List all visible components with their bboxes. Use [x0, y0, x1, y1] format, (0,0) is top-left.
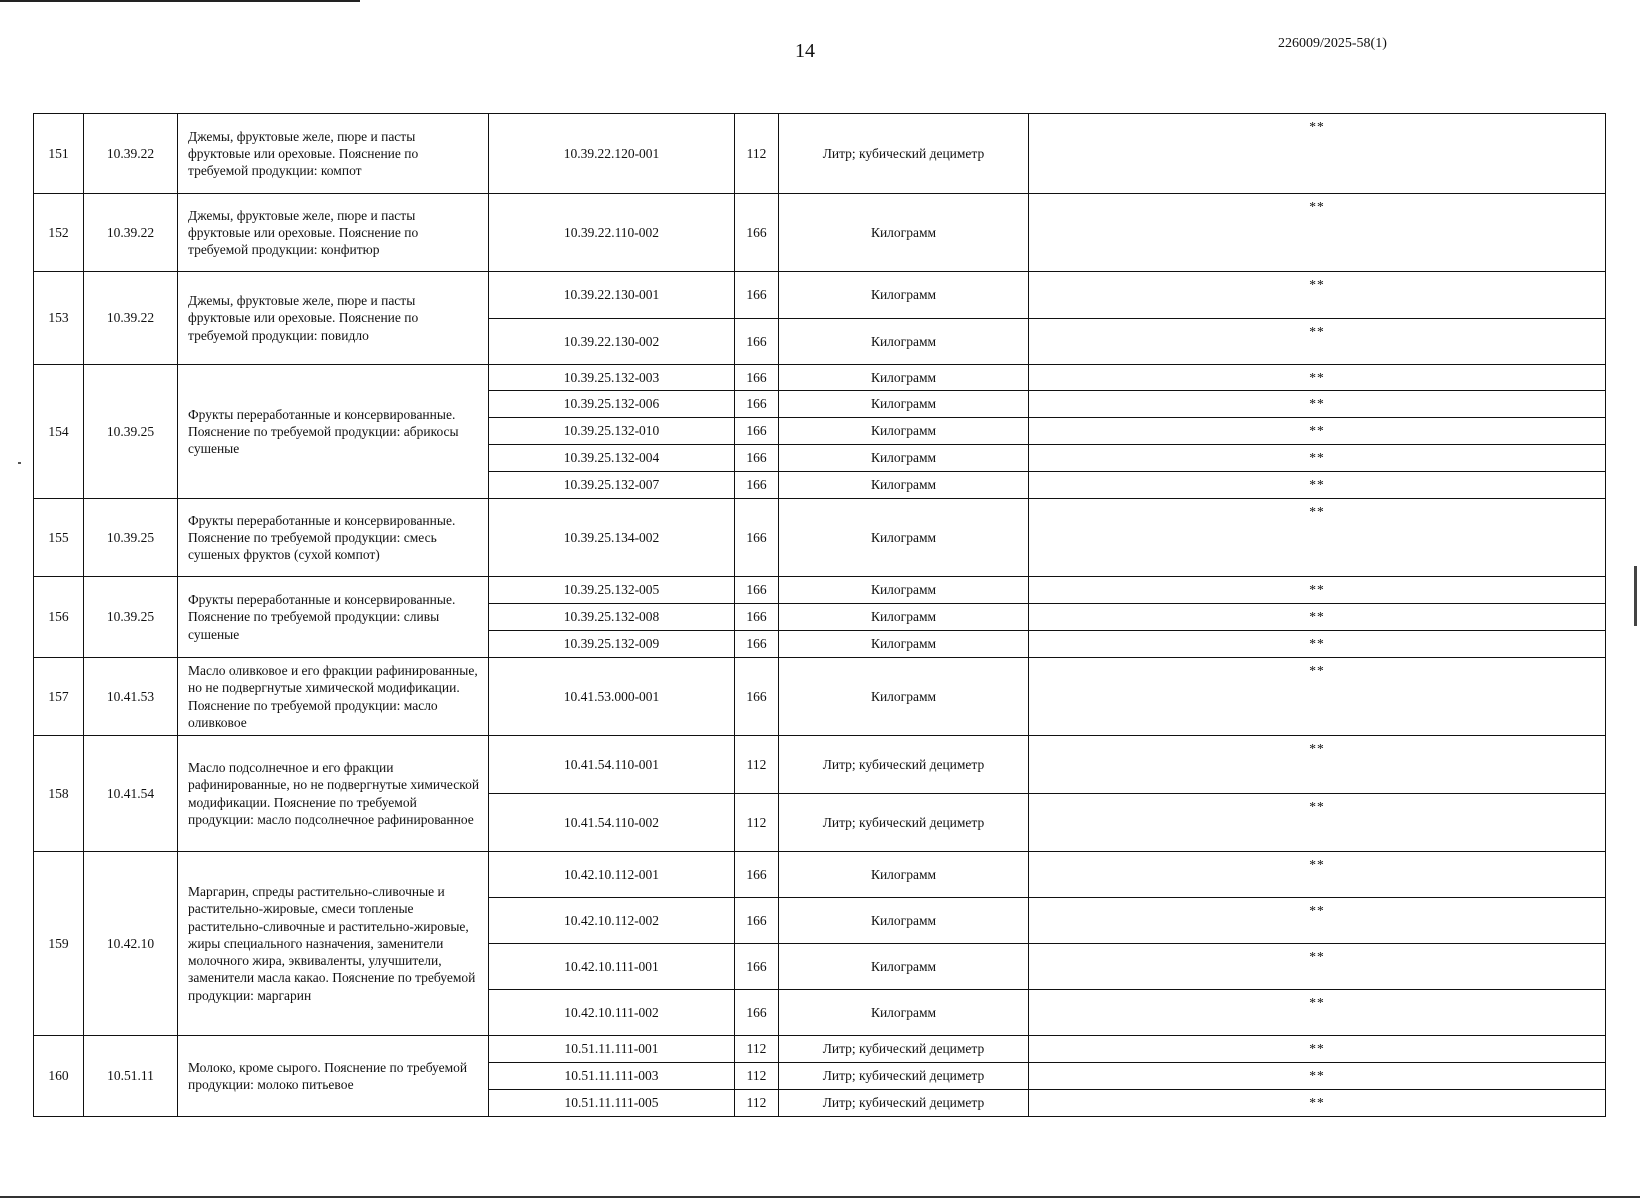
okei-code-cell: 112 — [735, 736, 779, 794]
note-cell: ** — [1029, 1036, 1606, 1063]
note-cell: ** — [1029, 604, 1606, 631]
row-number-cell: 156 — [34, 577, 84, 658]
unit-cell: Литр; кубический дециметр — [779, 1036, 1029, 1063]
ktru-code-cell: 10.39.22.130-001 — [489, 272, 735, 319]
unit-cell: Килограмм — [779, 365, 1029, 391]
unit-cell: Килограмм — [779, 319, 1029, 365]
scan-edge-line — [0, 0, 360, 2]
description-cell: Джемы, фруктовые желе, пюре и пасты фруктовые или ореховые. Пояснение по требуемой продукции: конфитюр — [178, 194, 489, 272]
unit-cell: Килограмм — [779, 194, 1029, 272]
okei-code-cell: 112 — [735, 114, 779, 194]
okei-code-cell: 166 — [735, 852, 779, 898]
ktru-code-cell: 10.39.22.130-002 — [489, 319, 735, 365]
unit-cell: Литр; кубический дециметр — [779, 114, 1029, 194]
note-cell: ** — [1029, 114, 1606, 194]
row-number-cell: 154 — [34, 365, 84, 499]
okei-code-cell: 112 — [735, 1063, 779, 1090]
note-cell: ** — [1029, 631, 1606, 658]
description-cell: Джемы, фруктовые желе, пюре и пасты фруктовые или ореховые. Пояснение по требуемой продукции: компот — [178, 114, 489, 194]
ktru-code-cell: 10.51.11.111-005 — [489, 1090, 735, 1117]
note-cell: ** — [1029, 1090, 1606, 1117]
description-cell: Масло оливковое и его фракции рафинированные, но не подвергнутые химической модификации. Пояснение по требуемой продукции: масло оливковое — [178, 658, 489, 736]
description-cell: Молоко, кроме сырого. Пояснение по требуемой продукции: молоко питьевое — [178, 1036, 489, 1117]
okei-code-cell: 166 — [735, 194, 779, 272]
okei-code-cell: 166 — [735, 365, 779, 391]
table-row — [34, 499, 1606, 577]
note-cell: ** — [1029, 658, 1606, 736]
okpd-code-cell: 10.39.25 — [84, 499, 178, 577]
unit-cell: Килограмм — [779, 445, 1029, 472]
table-row — [34, 852, 1606, 898]
okpd-code-cell: 10.39.25 — [84, 577, 178, 658]
ktru-code-cell: 10.41.53.000-001 — [489, 658, 735, 736]
unit-cell: Килограмм — [779, 631, 1029, 658]
ktru-code-cell: 10.41.54.110-001 — [489, 736, 735, 794]
ktru-code-cell: 10.39.25.132-009 — [489, 631, 735, 658]
row-number-cell: 159 — [34, 852, 84, 1036]
description-cell: Фрукты переработанные и консервированные. Пояснение по требуемой продукции: смесь сушеных фруктов (сухой компот) — [178, 499, 489, 577]
note-cell: ** — [1029, 577, 1606, 604]
ktru-code-cell: 10.42.10.111-002 — [489, 990, 735, 1036]
okei-code-cell: 166 — [735, 577, 779, 604]
okei-code-cell: 112 — [735, 1036, 779, 1063]
okei-code-cell: 166 — [735, 944, 779, 990]
row-number-cell: 151 — [34, 114, 84, 194]
row-number-cell: 155 — [34, 499, 84, 577]
note-cell: ** — [1029, 319, 1606, 365]
unit-cell: Килограмм — [779, 944, 1029, 990]
okei-code-cell: 166 — [735, 272, 779, 319]
table-row — [34, 658, 1606, 736]
ktru-code-cell: 10.51.11.111-003 — [489, 1063, 735, 1090]
okei-code-cell: 166 — [735, 472, 779, 499]
note-cell: ** — [1029, 898, 1606, 944]
page-number: 14 — [795, 40, 815, 62]
okpd-code-cell: 10.41.54 — [84, 736, 178, 852]
ktru-code-cell: 10.39.25.132-005 — [489, 577, 735, 604]
scan-mark — [1634, 566, 1637, 626]
unit-cell: Килограмм — [779, 391, 1029, 418]
ktru-code-cell: 10.39.25.132-008 — [489, 604, 735, 631]
table-row — [34, 114, 1606, 194]
unit-cell: Килограмм — [779, 272, 1029, 319]
ktru-code-cell: 10.42.10.111-001 — [489, 944, 735, 990]
note-cell: ** — [1029, 391, 1606, 418]
table-row — [34, 272, 1606, 319]
unit-cell: Килограмм — [779, 852, 1029, 898]
description-cell: Масло подсолнечное и его фракции рафинированные, но не подвергнутые химической модификации. Пояснение по требуемой продукции: масло подсолнечное рафинированное — [178, 736, 489, 852]
okpd-code-cell: 10.39.25 — [84, 365, 178, 499]
ktru-code-cell: 10.51.11.111-001 — [489, 1036, 735, 1063]
note-cell: ** — [1029, 445, 1606, 472]
note-cell: ** — [1029, 736, 1606, 794]
ktru-code-cell: 10.39.25.132-007 — [489, 472, 735, 499]
row-number-cell: 157 — [34, 658, 84, 736]
note-cell: ** — [1029, 272, 1606, 319]
ktru-code-cell: 10.39.25.132-006 — [489, 391, 735, 418]
unit-cell: Килограмм — [779, 577, 1029, 604]
document-reference: 226009/2025-58(1) — [1278, 36, 1387, 51]
goods-table — [33, 113, 1606, 1117]
okei-code-cell: 166 — [735, 445, 779, 472]
ktru-code-cell: 10.39.25.132-004 — [489, 445, 735, 472]
unit-cell: Литр; кубический дециметр — [779, 736, 1029, 794]
note-cell: ** — [1029, 794, 1606, 852]
okpd-code-cell: 10.39.22 — [84, 194, 178, 272]
scan-edge-line — [0, 1196, 1640, 1198]
unit-cell: Килограмм — [779, 604, 1029, 631]
okei-code-cell: 166 — [735, 418, 779, 445]
description-cell: Джемы, фруктовые желе, пюре и пасты фруктовые или ореховые. Пояснение по требуемой продукции: повидло — [178, 272, 489, 365]
note-cell: ** — [1029, 1063, 1606, 1090]
description-cell: Фрукты переработанные и консервированные. Пояснение по требуемой продукции: сливы сушеные — [178, 577, 489, 658]
okei-code-cell: 166 — [735, 898, 779, 944]
note-cell: ** — [1029, 499, 1606, 577]
ktru-code-cell: 10.39.25.132-010 — [489, 418, 735, 445]
description-cell: Маргарин, спреды растительно-сливочные и растительно-жировые, смеси топленые растительно-сливочные и растительно-жировые, жиры специального назначения, заменители молочного жира, эквиваленты, улучшители, заменители масла какао. Пояснение по требуемой продукции: маргарин — [178, 852, 489, 1036]
okei-code-cell: 166 — [735, 658, 779, 736]
okei-code-cell: 112 — [735, 1090, 779, 1117]
ktru-code-cell: 10.42.10.112-001 — [489, 852, 735, 898]
note-cell: ** — [1029, 472, 1606, 499]
unit-cell: Литр; кубический дециметр — [779, 1063, 1029, 1090]
unit-cell: Килограмм — [779, 418, 1029, 445]
okpd-code-cell: 10.41.53 — [84, 658, 178, 736]
note-cell: ** — [1029, 418, 1606, 445]
ktru-code-cell: 10.39.25.134-002 — [489, 499, 735, 577]
note-cell: ** — [1029, 990, 1606, 1036]
note-cell: ** — [1029, 365, 1606, 391]
note-cell: ** — [1029, 944, 1606, 990]
row-number-cell: 153 — [34, 272, 84, 365]
scan-mark — [18, 462, 21, 464]
ktru-code-cell: 10.42.10.112-002 — [489, 898, 735, 944]
unit-cell: Килограмм — [779, 898, 1029, 944]
ktru-code-cell: 10.39.22.120-001 — [489, 114, 735, 194]
ktru-code-cell: 10.39.22.110-002 — [489, 194, 735, 272]
okpd-code-cell: 10.39.22 — [84, 114, 178, 194]
unit-cell: Литр; кубический дециметр — [779, 794, 1029, 852]
ktru-code-cell: 10.39.25.132-003 — [489, 365, 735, 391]
okei-code-cell: 166 — [735, 499, 779, 577]
table-row — [34, 194, 1606, 272]
description-cell: Фрукты переработанные и консервированные. Пояснение по требуемой продукции: абрикосы сушеные — [178, 365, 489, 499]
okei-code-cell: 166 — [735, 391, 779, 418]
table-row — [34, 736, 1606, 794]
table-body — [34, 114, 1606, 1117]
table-row — [34, 1036, 1606, 1063]
okei-code-cell: 166 — [735, 319, 779, 365]
unit-cell: Литр; кубический дециметр — [779, 1090, 1029, 1117]
unit-cell: Килограмм — [779, 499, 1029, 577]
row-number-cell: 160 — [34, 1036, 84, 1117]
unit-cell: Килограмм — [779, 472, 1029, 499]
ktru-code-cell: 10.41.54.110-002 — [489, 794, 735, 852]
unit-cell: Килограмм — [779, 990, 1029, 1036]
okei-code-cell: 166 — [735, 631, 779, 658]
table-row — [34, 365, 1606, 391]
row-number-cell: 152 — [34, 194, 84, 272]
okpd-code-cell: 10.51.11 — [84, 1036, 178, 1117]
note-cell: ** — [1029, 194, 1606, 272]
note-cell: ** — [1029, 852, 1606, 898]
table-row — [34, 577, 1606, 604]
okei-code-cell: 166 — [735, 990, 779, 1036]
okpd-code-cell: 10.39.22 — [84, 272, 178, 365]
row-number-cell: 158 — [34, 736, 84, 852]
okei-code-cell: 112 — [735, 794, 779, 852]
unit-cell: Килограмм — [779, 658, 1029, 736]
okei-code-cell: 166 — [735, 604, 779, 631]
okpd-code-cell: 10.42.10 — [84, 852, 178, 1036]
